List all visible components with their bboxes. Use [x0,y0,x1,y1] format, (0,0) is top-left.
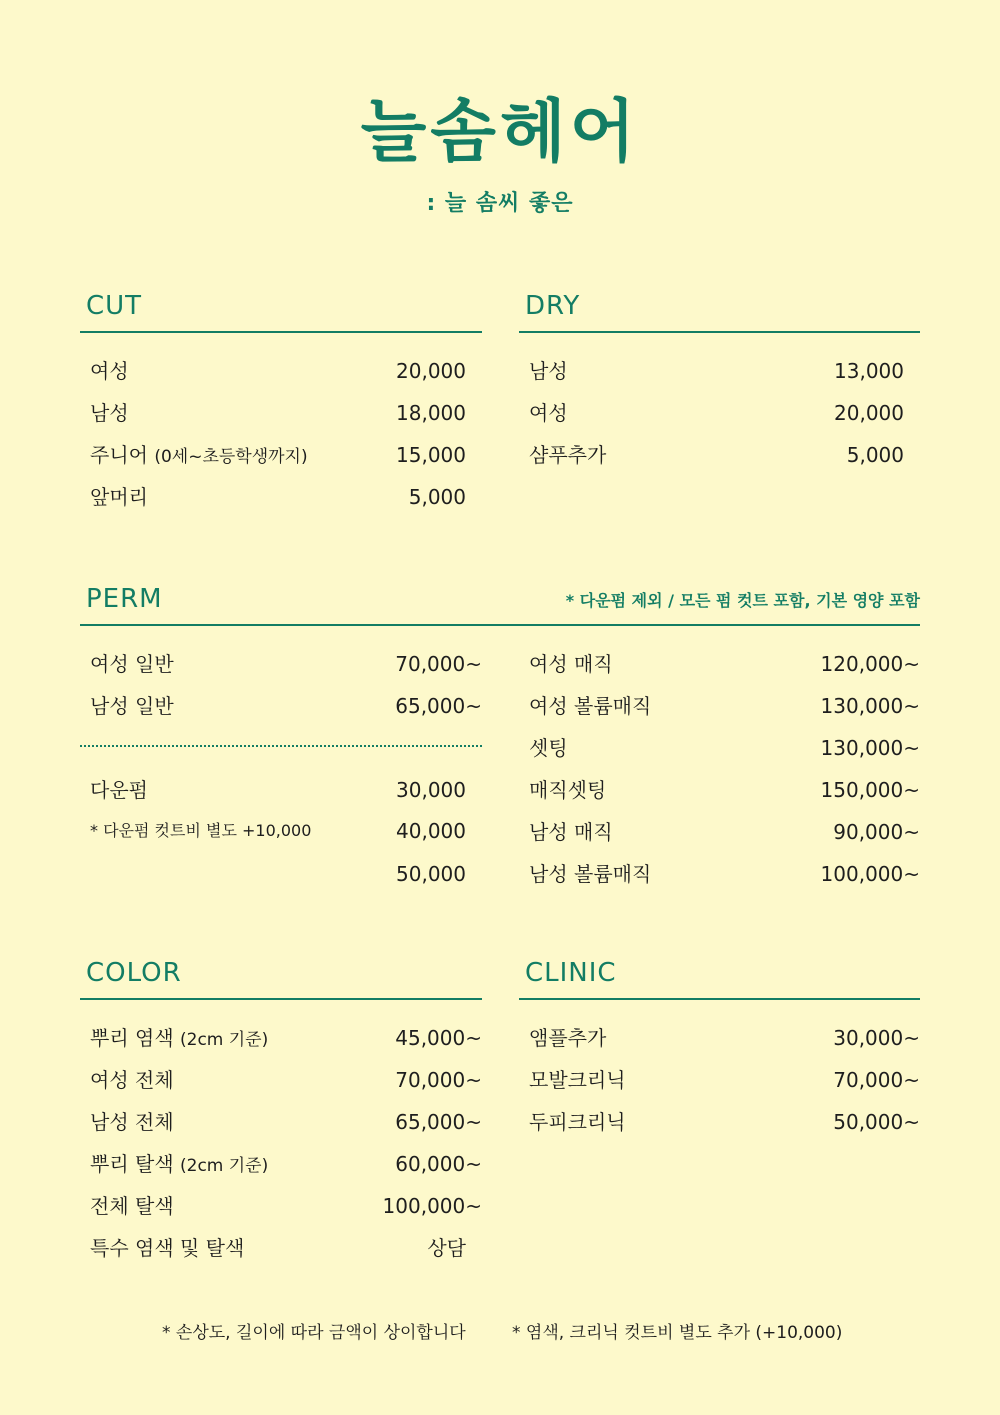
perm-header [80,578,920,626]
item-name: 다운펌 [90,778,148,802]
item-name: 남성 매직 [529,820,613,844]
dry-section [519,285,920,467]
list-item [519,733,920,763]
item-note: (2cm 기준) [180,1030,269,1050]
list-item [80,859,482,889]
item-name: 매직셋팅 [529,778,607,802]
list-item [80,1233,482,1263]
list-item [80,440,482,470]
list-item [519,398,920,428]
item-price: 20,000 [834,401,904,425]
dry-header [519,285,920,333]
item-name: 여성 매직 [529,652,613,676]
item-price: 30,000~ [833,1026,920,1050]
item-name: 앞머리 [90,485,148,509]
item-name: 남성 볼륨매직 [529,862,652,886]
cut-section [80,285,482,509]
list-item [519,356,920,386]
item-name: 모발크리닉 [529,1068,626,1092]
item-price: 5,000 [846,443,904,467]
list-item [519,649,920,679]
item-name: 뿌리 염색 [90,1026,174,1050]
list-item [519,775,920,805]
item-name: 여성 일반 [90,652,174,676]
dry-title: DRY [525,291,581,321]
list-item [519,691,920,721]
item-price: 15,000 [396,443,466,467]
item-name: 두피크리닉 [529,1110,626,1134]
item-name: 남성 [90,401,129,425]
item-name: 여성 [90,359,129,383]
clinic-section [519,952,920,1134]
item-price: 13,000 [834,359,904,383]
item-price: 130,000~ [820,736,920,760]
color-header [80,952,482,1000]
item-price: 60,000~ [395,1152,482,1176]
list-item [519,1107,920,1137]
footer-note-damage: * 손상도, 길이에 따라 금액이 상이합니다 [162,1323,466,1343]
item-name: 여성 전체 [90,1068,174,1092]
clinic-title: CLINIC [525,958,617,988]
item-name: 뿌리 탈색 [90,1152,174,1176]
list-item [519,440,920,470]
item-name: 전체 탈색 [90,1194,174,1218]
item-name: 앰플추가 [529,1026,607,1050]
item-price: 70,000~ [395,652,482,676]
list-item [519,1065,920,1095]
item-name: 주니어 [90,443,148,467]
clinic-header [519,952,920,1000]
shop-subtitle: : 늘 솜씨 좋은 [426,191,574,216]
list-item [80,1023,482,1053]
shop-title: 늘솜헤어 [360,93,640,172]
item-name: 남성 일반 [90,694,174,718]
item-price: 65,000~ [395,694,482,718]
item-price: 50,000~ [833,1110,920,1134]
item-price: 5,000 [408,485,466,509]
item-name: 셋팅 [529,736,568,760]
item-note: (2cm 기준) [180,1156,269,1176]
list-item [80,816,482,846]
perm-title: PERM [86,584,163,614]
item-price: 45,000~ [395,1026,482,1050]
list-item [519,859,920,889]
item-name: 특수 염색 및 탈색 [90,1236,245,1260]
item-price: 150,000~ [820,778,920,802]
item-price: 50,000 [396,862,466,886]
list-item [519,817,920,847]
item-note: (0세~초등학생까지) [154,447,308,467]
color-section [80,952,482,1260]
item-price: 18,000 [396,401,466,425]
list-item [80,482,482,512]
list-item [519,1023,920,1053]
item-price: 70,000~ [395,1068,482,1092]
item-name: 샴푸추가 [529,443,607,467]
item-price: 70,000~ [833,1068,920,1092]
color-title: COLOR [86,958,182,988]
item-price: 130,000~ [820,694,920,718]
list-item [80,356,482,386]
item-price: 100,000~ [382,1194,482,1218]
footer-note-extra: * 염색, 크리닉 컷트비 별도 추가 (+10,000) [512,1323,843,1343]
item-price: 120,000~ [820,652,920,676]
list-item [80,649,482,679]
list-item [80,1065,482,1095]
item-name: 여성 [529,401,568,425]
perm-divider [80,745,482,747]
cut-header [80,285,482,333]
item-price: 상담 [427,1236,466,1260]
list-item [80,398,482,428]
item-price: 30,000 [396,778,466,802]
perm-note: * 다운펌 제외 / 모든 펌 컷트 포함, 기본 영양 포함 [565,591,920,610]
list-item [80,1107,482,1137]
list-item [80,775,482,805]
item-name: 여성 볼륨매직 [529,694,652,718]
item-price: 65,000~ [395,1110,482,1134]
list-item [80,691,482,721]
item-price: 20,000 [396,359,466,383]
item-price: 90,000~ [833,820,920,844]
item-price: 40,000 [396,819,466,843]
item-price: 100,000~ [820,862,920,886]
item-name: 남성 전체 [90,1110,174,1134]
perm-section [80,578,920,886]
item-note: * 다운펌 컷트비 별도 +10,000 [90,821,312,840]
cut-title: CUT [86,291,143,321]
item-name: 남성 [529,359,568,383]
list-item [80,1149,482,1179]
list-item [80,1191,482,1221]
